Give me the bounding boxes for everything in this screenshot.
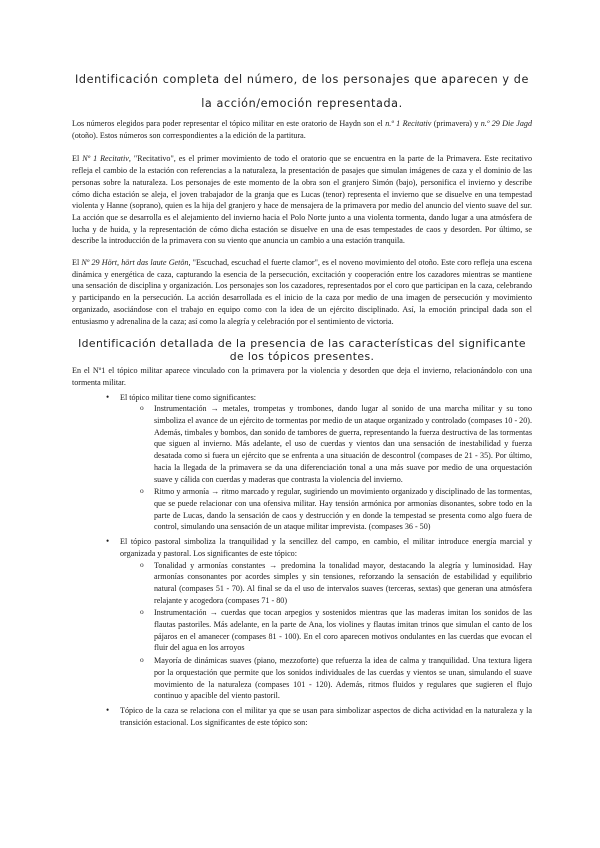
signifier-list <box>72 392 532 729</box>
list-item: o Ritmo y armonía → ritmo marcado y regular, sugiriendo un movimiento organizado y disciplinado de las tormentas, que se puede relacionar con una ofensiva militar. Hay tensión armónica por armonías disonantes, sobre todo en la parte de Lucas, dando la sensación de caos y destrucción y en donde la tempestad se presenta como algo fuera de control, simulando una sensación de un ataque militar imprevista. (compases 36 - 50) <box>154 486 532 533</box>
list-item: o Instrumentación → metales, trompetas y trombones, dando lugar al sonido de una marcha militar y su tono simboliza el avance de un ejército de tormentas por medio de un ataque organizado y controlado (compases 10 - 20). Además, timbales y bombos, dan sonido de tambores de guerra, representando la fuerza destructiva de las tormentas que siguen al invierno. Más adelante, el uso de cuerdas y vientos dan una sensación de inestabilidad y fuerza desatada como si fuera un ejército que se enfrenta a una situación de descontrol (compases de 21 - 35). Por último, hacia la llegada de la primavera se da una diferenciación tonal a una más suave por medio de una orquestación suave y cálida con cuerdas y maderas que contrasta la violencia del invierno. <box>154 403 532 485</box>
document-title: Identificación completa del número, de los personajes que aparecen y de la acción/emoción representada. <box>75 73 529 110</box>
section-heading: Identificación detallada de la presencia de las características del significante de los tópicos presentes. <box>78 337 526 364</box>
recitativ-paragraph: El Nº 1 Recitativ, "Recitativo", es el primer movimiento de todo el oratorio que se encuentra en la parte de la Primavera. Este recitativo refleja el cambio de la estación con referencias a la naturaleza, la presentación de pasajes que simulan imágenes de caza y el dominio de las personas sobre la naturaleza. Los personajes de este momento de la obra son el granjero Simón (bajo), personifica el invierno y describe cómo dicha estación se aleja, el joven trabajador de la granja que es Lucas (tenor) representa el invierno que se disuelve en una tempestad violenta y Hanne (soprano), quien es la hija del granjero y hace de mensajera de la primavera por medio del anuncio del viento suave del sur. La acción que se desarrolla es el alejamiento del invierno hacia el Polo Norte junto a una violenta tormenta, dando lugar a una atmósfera de lucha y de huida, y la representación de cómo dicha estación se disuelve en una de esas tempestades de caos y desorden. Por último, se describe la introducción de la primavera con su viento que anuncia un cambio a una estación tranquila. <box>72 154 533 246</box>
list-item: o Tonalidad y armonías constantes → predomina la tonalidad mayor, destacando la alegría y luminosidad. Hay armonías consonantes por acordes simples y sin tensiones, reforzando la sensación de estabilidad y equilibrio natural (compases 51 - 70). Al final se da el uso de intervalos suaves (terceras, sextas) que generan una atmósfera relajante y acogedora (compases 71 - 80) <box>154 560 532 607</box>
die-jagd-paragraph: El Nº 29 Hört, hört das laute Getön, "Escuchad, escuchad el fuerte clamor", es el noveno movimiento del otoño. Este coro refleja una escena dinámica y energética de caza, capturando la esencia de la persecución, excitación y cooperación entre los cazadores mientras se mantiene una sensación de disciplina y organización. Los personajes son los cazadores, representados por el coro que participan en la caza, celebrando y participando en la persecución. La acción desarrollada es el inicio de la caza por medio de una imagen de persecución y movimiento organizado, asociándose con el trabajo en equipo como con la idea de un ejército disciplinado. Así, la emoción principal dada son el entusiasmo y adrenalina de la caza; así como la alegría y celebración por el sentimiento de victoria. <box>72 258 532 326</box>
military-sublist <box>120 403 532 533</box>
list-item-pastoral: • El tópico pastoral simboliza la tranquilidad y la sencillez del campo, en cambio, el militar introduce energía marcial y organizada y pastoral. Los significantes de este tópico: o Tonalidad y armonías constantes → predomina la tonalidad mayor, destacando la alegría y luminosidad. Hay armonías consonantes por acordes simples y sin tensiones, reforzando la sensación de estabilidad y equilibrio natural (compases 51 - 70). Al final se da el uso de intervalos suaves (terceras, sextas) que generan una atmósfera relajante y acogedora (compases 71 - 80) o Instrumentación → cuerdas que tocan arpegios y sostenidos mientras que las maderas imitan los sonidos de las flautas pastoriles. Más adelante, en la parte de Ana, los violines y flautas imitan trinos que simulan el canto de los pájaros en el amanecer (compases 81 - 100). En el coro aparecen motivos ondulantes en las cuerdas que evocan el fluir del agua en los arroyos o Mayoría de dinámicas suaves (piano, mezzoforte) que refuerza la idea de calma y tranquilidad. Una textura ligera por la orquestación que permite que los sonidos individuales de las cuerdas y vientos se unan, simulando el suave movimiento de la naturaleza (compases 101 - 120). Además, ritmos fluidos y regulares que sugieren el flujo continuo y apacible del viento pastoril. <box>120 536 532 702</box>
pastoral-sublist <box>120 560 532 702</box>
list-item-military: • El tópico militar tiene como significantes: o Instrumentación → metales, trompetas y trombones, dando lugar al sonido de una marcha militar y su tono simboliza el avance de un ejército de tormentas por medio de un ataque organizado y controlado (compases 10 - 20). Además, timbales y bombos, dan sonido de tambores de guerra, representando la fuerza destructiva de las tormentas que siguen al invierno. Más adelante, el uso de cuerdas y vientos dan una sensación de inestabilidad y fuerza desatada como si fuera un ejército que se enfrenta a una situación de descontrol (compases de 21 - 35). Por último, hacia la llegada de la primavera se da una diferenciación tonal a una más suave por medio de una orquestación suave y cálida con cuerdas y maderas que contrasta la violencia del invierno. o Ritmo y armonía → ritmo marcado y regular, sugiriendo un movimiento organizado y disciplinado de las tormentas, que se puede relacionar con una ofensiva militar. Hay tensión armónica por armonías disonantes, sobre todo en la parte de Lucas, dando la sensación de caos y destrucción y en donde la tempestad se presenta como algo fuera de control, simulando una sensación de un ataque militar imprevista. (compases 36 - 50) <box>120 392 532 533</box>
list-item: o Instrumentación → cuerdas que tocan arpegios y sostenidos mientras que las maderas imitan los sonidos de las flautas pastoriles. Más adelante, en la parte de Ana, los violines y flautas imitan trinos que simulan el canto de los pájaros en el amanecer (compases 81 - 100). En el coro aparecen motivos ondulantes en las cuerdas que evocan el fluir del agua en los arroyos <box>154 607 532 654</box>
list-item: o Mayoría de dinámicas suaves (piano, mezzoforte) que refuerza la idea de calma y tranquilidad. Una textura ligera por la orquestación que permite que los sonidos individuales de las cuerdas y vientos se unan, simulando el suave movimiento de la naturaleza (compases 101 - 120). Además, ritmos fluidos y regulares que sugieren el flujo continuo y apacible del viento pastoril. <box>154 655 532 702</box>
intro-paragraph: Los números elegidos para poder representar el tópico militar en este oratorio de Haydn son el n.º 1 Recitativ (primavera) y n.º 29 Die Jagd (otoño). Estos números son correspondientes a la edición de la partitura. <box>72 119 532 140</box>
military-topic-intro: En el Nº1 el tópico militar aparece vinculado con la primavera por la violencia y desorden que deja el invierno, relacionándolo con una tormenta militar. <box>72 366 532 387</box>
list-item-hunt: • Tópico de la caza se relaciona con el militar ya que se usan para simbolizar aspectos de dicha actividad en la naturaleza y la transición estacional. Los significantes de este tópico son: <box>120 705 532 728</box>
